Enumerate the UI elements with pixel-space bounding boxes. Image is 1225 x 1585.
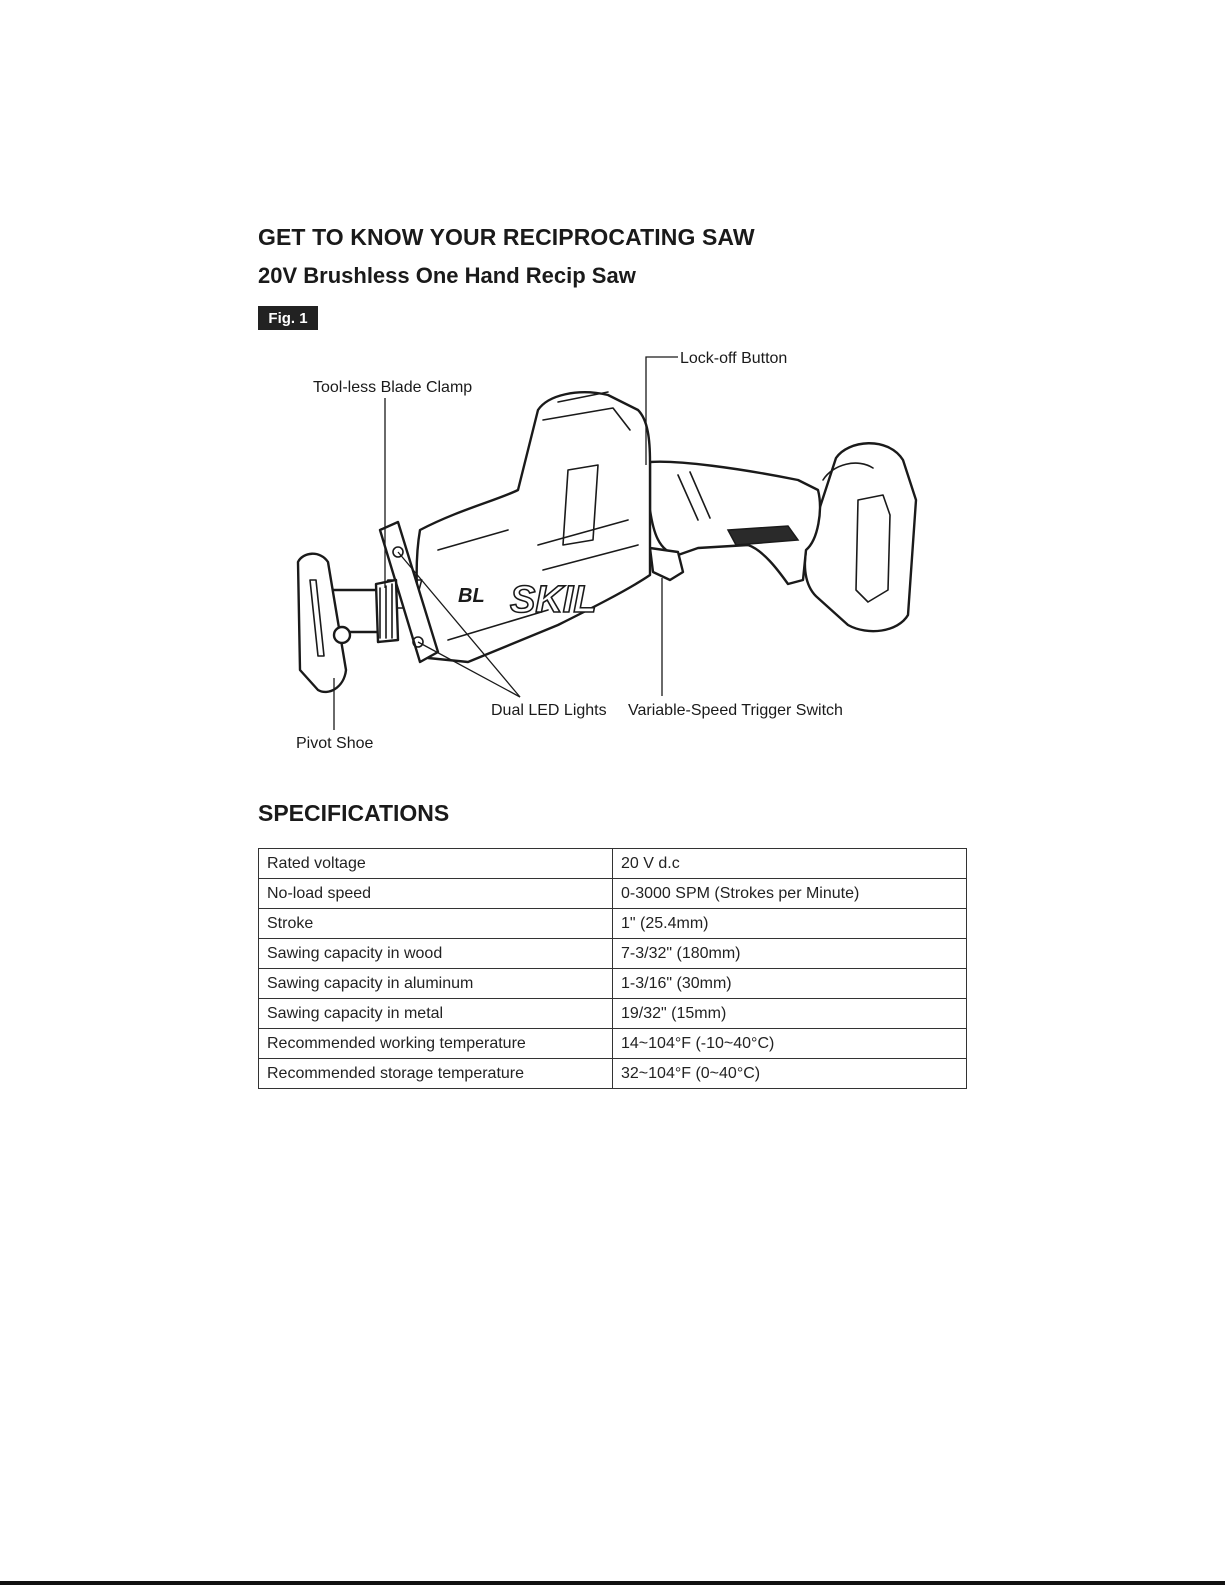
battery-pack: [805, 443, 916, 631]
spec-label: Sawing capacity in metal: [259, 999, 613, 1029]
table-row: [259, 1029, 967, 1059]
callout-blade-clamp: Tool-less Blade Clamp: [313, 379, 473, 396]
table-row: [259, 939, 967, 969]
spec-value: 32~104°F (0~40°C): [613, 1059, 967, 1089]
spec-value: 1" (25.4mm): [613, 909, 967, 939]
specifications-table: [258, 848, 967, 1089]
callout-led-lights: Dual LED Lights: [491, 702, 607, 719]
spec-value: 0-3000 SPM (Strokes per Minute): [613, 879, 967, 909]
spec-value: 14~104°F (-10~40°C): [613, 1029, 967, 1059]
table-row: [259, 969, 967, 999]
product-subtitle: 20V Brushless One Hand Recip Saw: [258, 263, 636, 288]
spec-label: Sawing capacity in aluminum: [259, 969, 613, 999]
figure-tag: Fig. 1: [258, 306, 318, 330]
saw-illustration: [258, 340, 978, 765]
spec-value: 7-3/32" (180mm): [613, 939, 967, 969]
page-bottom-rule: [0, 1581, 1225, 1585]
spec-label: Recommended storage temperature: [259, 1059, 613, 1089]
spec-value: 19/32" (15mm): [613, 999, 967, 1029]
table-row: [259, 909, 967, 939]
trigger: [650, 548, 683, 580]
spec-value: 1-3/16" (30mm): [613, 969, 967, 999]
callout-pivot-shoe: Pivot Shoe: [296, 735, 374, 752]
spec-label: Stroke: [259, 909, 613, 939]
table-row: [259, 849, 967, 879]
skil-logo: SKIL: [510, 579, 597, 621]
spec-label: Sawing capacity in wood: [259, 939, 613, 969]
bl-badge: BL: [458, 585, 485, 607]
spec-label: Recommended working temperature: [259, 1029, 613, 1059]
spec-label: Rated voltage: [259, 849, 613, 879]
page-title: GET TO KNOW YOUR RECIPROCATING SAW: [258, 224, 755, 250]
callout-lock-off-button: Lock-off Button: [680, 350, 788, 367]
callout-trigger-switch: Variable-Speed Trigger Switch: [628, 702, 843, 719]
table-row: [259, 1059, 967, 1089]
spec-value: 20 V d.c: [613, 849, 967, 879]
table-row: [259, 999, 967, 1029]
spec-label: No-load speed: [259, 879, 613, 909]
specifications-title: SPECIFICATIONS: [258, 800, 450, 826]
table-row: [259, 879, 967, 909]
